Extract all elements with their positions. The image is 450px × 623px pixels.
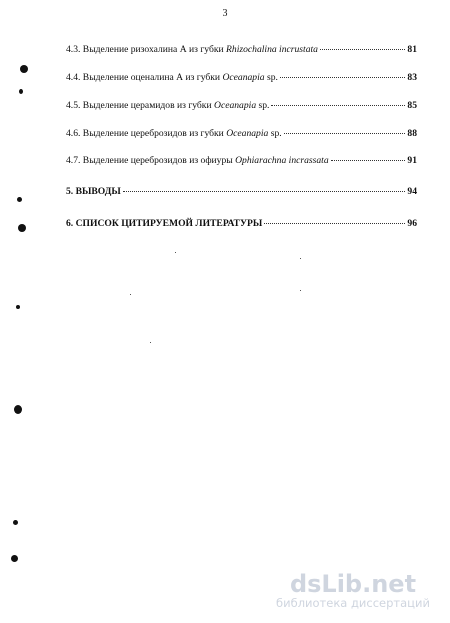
punch-hole-mark [14, 405, 22, 414]
toc-entry-4-4[interactable] [66, 72, 417, 85]
punch-hole-mark [20, 65, 28, 73]
punch-hole-mark [16, 305, 20, 309]
dot-leader [331, 160, 406, 161]
toc-entry-label: 6. СПИСОК ЦИТИРУЕМОЙ ЛИТЕРАТУРЫ [66, 218, 263, 229]
toc-entry-4-3[interactable] [66, 44, 417, 57]
toc-entry-4-6[interactable] [66, 128, 417, 141]
toc-entry-page: 88 [407, 128, 417, 139]
toc-entry-label: 4.6. Выделение цереброзидов из губки Oceanapia sp. [66, 128, 282, 139]
toc-entry-4-5[interactable] [66, 100, 417, 113]
watermark [268, 572, 438, 610]
scan-speck [150, 342, 151, 343]
toc-entry-label: 4.5. Выделение церамидов из губки Oceanapia sp. [66, 100, 270, 111]
toc-entry-label: 4.7. Выделение цереброзидов из офиуры Ophiarachna incrassata [66, 155, 329, 166]
dot-leader [284, 133, 406, 134]
toc-entry-page: 96 [407, 218, 417, 229]
toc-entry-page: 91 [407, 155, 417, 166]
toc-entry-page: 94 [407, 186, 417, 197]
scan-speck [130, 294, 131, 295]
toc-entry-page: 83 [407, 72, 417, 83]
watermark-tagline: библиотека диссертаций [276, 596, 430, 610]
dot-leader [280, 77, 406, 78]
toc-entry-references[interactable] [66, 218, 417, 231]
toc-entry-label: 4.3. Выделение ризохалина А из губки Rhizochalina incrustata [66, 44, 318, 55]
dot-leader [271, 105, 405, 106]
punch-hole-mark [13, 520, 18, 525]
scan-speck [175, 252, 176, 253]
punch-hole-mark [11, 555, 18, 562]
watermark-logo: dsLib.net [289, 570, 417, 598]
toc-entry-label: 4.4. Выделение оценалина А из губки Oceanapia sp. [66, 72, 278, 83]
page-number: 3 [222, 8, 228, 19]
punch-hole-mark [17, 197, 22, 202]
scan-speck [300, 258, 301, 259]
dot-leader [123, 191, 406, 192]
toc-entry-conclusions[interactable] [66, 186, 417, 199]
toc-entry-label: 5. ВЫВОДЫ [66, 186, 121, 197]
toc-entry-page: 81 [407, 44, 417, 55]
scan-speck [300, 290, 301, 291]
toc-entry-4-7[interactable] [66, 155, 417, 168]
punch-hole-mark [19, 89, 23, 94]
dot-leader [264, 223, 405, 224]
toc-entry-page: 85 [407, 100, 417, 111]
dot-leader [320, 49, 405, 50]
punch-hole-mark [18, 224, 26, 232]
